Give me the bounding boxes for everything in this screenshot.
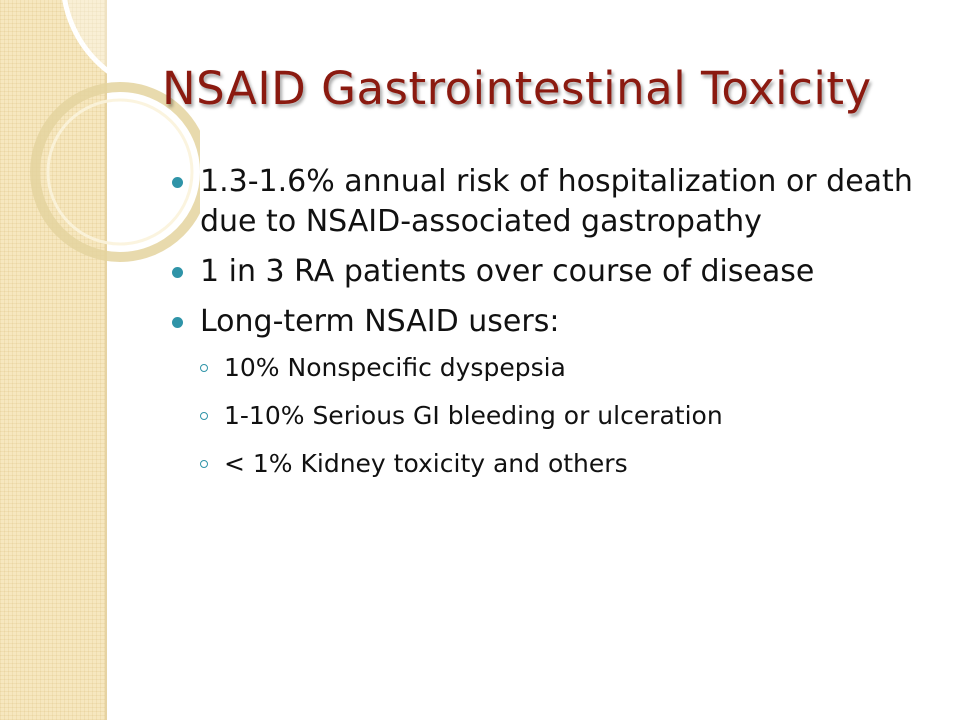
sub-bullet-item xyxy=(196,400,932,432)
bullet-dot-icon xyxy=(172,317,183,328)
decorative-circles xyxy=(0,0,200,300)
ring-bullet-icon xyxy=(200,364,208,372)
bullet-text: 1.3-1.6% annual risk of hospitalization or death due to NSAID-associated gastropathy xyxy=(200,164,913,239)
sub-bullet-text: 1-10% Serious GI bleeding or ulceration xyxy=(224,401,723,430)
sub-bullet-item xyxy=(196,448,932,480)
bullet-list xyxy=(172,162,932,496)
bullet-dot-icon xyxy=(172,267,183,278)
sub-bullet-text: < 1% Kidney toxicity and others xyxy=(224,449,628,478)
bullet-item xyxy=(172,302,932,480)
sub-bullet-list xyxy=(196,352,932,480)
slide-title: NSAID Gastrointestinal Toxicity xyxy=(162,62,872,115)
bullet-dot-icon xyxy=(172,177,183,188)
sub-bullet-item xyxy=(196,352,932,384)
ring-bullet-icon xyxy=(200,460,208,468)
ring-bullet-icon xyxy=(200,412,208,420)
bullet-text: 1 in 3 RA patients over course of disease xyxy=(200,254,815,289)
bullet-item xyxy=(172,252,932,292)
bullet-item xyxy=(172,162,932,242)
bullet-text: Long-term NSAID users: xyxy=(200,304,560,339)
sub-bullet-text: 10% Nonspecific dyspepsia xyxy=(224,353,566,382)
